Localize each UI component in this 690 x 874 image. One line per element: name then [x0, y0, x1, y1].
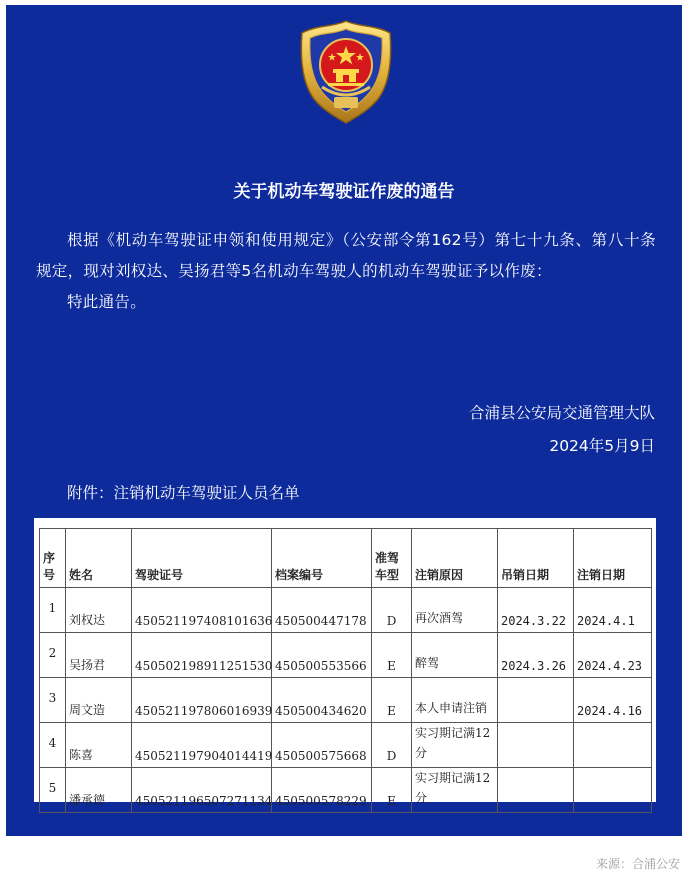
- cell-name: 周文造: [66, 678, 132, 723]
- cell-cancel-date: [574, 723, 652, 768]
- cell-class: D: [372, 588, 412, 633]
- cell-file: 450500575668: [272, 723, 372, 768]
- cell-cancel-date: 2024.4.16: [574, 678, 652, 723]
- cell-reason: 实习期记满12分: [412, 723, 498, 768]
- header-reason: 注销原因: [412, 529, 498, 588]
- cell-index: 2: [40, 633, 66, 678]
- cell-index: 4: [40, 723, 66, 768]
- notice-title: 关于机动车驾驶证作废的通告: [233, 182, 455, 202]
- cell-license: 450502198911251530: [132, 633, 272, 678]
- header-index: 序号: [40, 529, 66, 588]
- source-credit: 来源：合浦公安: [595, 857, 680, 871]
- table-row: [40, 768, 652, 813]
- roster-table: [39, 528, 652, 813]
- cell-name: 陈喜: [66, 723, 132, 768]
- header-revoke-date: 吊销日期: [498, 529, 574, 588]
- table-header-row: [40, 529, 652, 588]
- cell-file: 450500553566: [272, 633, 372, 678]
- cell-revoke-date: 2024.3.26: [498, 633, 574, 678]
- notice-paragraph-main: 根据《机动车驾驶证申领和使用规定》（公安部令第162号）第七十九条、第八十条规定，现对刘权达、吴扬君等5名机动车驾驶人的机动车驾驶证予以作废：: [36, 231, 656, 280]
- header-class: 准驾车型: [372, 529, 412, 588]
- header-file: 档案编号: [272, 529, 372, 588]
- header-cancel-date: 注销日期: [574, 529, 652, 588]
- header-license: 驾驶证号: [132, 529, 272, 588]
- cell-license: 450521197904014419: [132, 723, 272, 768]
- signature-block: [469, 397, 655, 463]
- cell-license: 450521197408101636: [132, 588, 272, 633]
- cell-revoke-date: [498, 723, 574, 768]
- cell-name: 刘权达: [66, 588, 132, 633]
- table-row: [40, 723, 652, 768]
- cell-reason: 实习期记满12分: [412, 768, 498, 813]
- cell-cancel-date: 2024.4.1: [574, 588, 652, 633]
- police-emblem-icon: [296, 19, 396, 125]
- notice-panel: [6, 5, 682, 836]
- cell-index: 3: [40, 678, 66, 723]
- cell-file: 450500578229: [272, 768, 372, 813]
- cell-file: 450500447178: [272, 588, 372, 633]
- table-row: [40, 633, 652, 678]
- cell-class: E: [372, 678, 412, 723]
- cell-index: 1: [40, 588, 66, 633]
- cell-file: 450500434620: [272, 678, 372, 723]
- issuer: 合浦县公安局交通管理大队: [468, 404, 655, 422]
- cell-cancel-date: 2024.4.23: [574, 633, 652, 678]
- cell-index: 5: [40, 768, 66, 813]
- cell-license: 450521196507271134: [132, 768, 272, 813]
- cell-name: 吴扬君: [66, 633, 132, 678]
- notice-paragraph-closing: 特此通告。: [67, 293, 147, 311]
- cell-revoke-date: 2024.3.22: [498, 588, 574, 633]
- table-row: [40, 588, 652, 633]
- header-name: 姓名: [66, 529, 132, 588]
- cell-cancel-date: [574, 768, 652, 813]
- cell-reason: 本人申请注销: [412, 678, 498, 723]
- cell-reason: 醉驾: [412, 633, 498, 678]
- attachment-label: 附件：注销机动车驾驶证人员名单: [67, 484, 300, 502]
- cell-reason: 再次酒驾: [412, 588, 498, 633]
- cell-revoke-date: [498, 678, 574, 723]
- issue-date: 2024年5月9日: [549, 437, 655, 455]
- cell-class: E: [372, 768, 412, 813]
- roster-table-container: [34, 518, 656, 808]
- table-row: [40, 678, 652, 723]
- notice-body: [36, 225, 656, 318]
- cell-revoke-date: [498, 768, 574, 813]
- cell-class: E: [372, 633, 412, 678]
- cell-name: 潘承德: [66, 768, 132, 813]
- cell-license: 450521197806016939: [132, 678, 272, 723]
- cell-class: D: [372, 723, 412, 768]
